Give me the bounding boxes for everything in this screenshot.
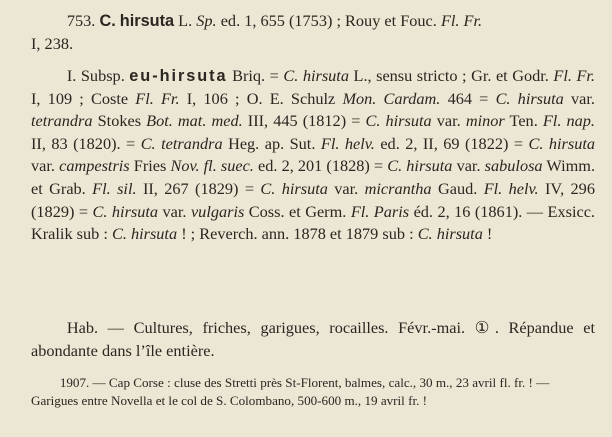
synonymy-italic: Fl. Paris	[350, 201, 410, 221]
species-name: hirsuta	[119, 12, 175, 30]
synonymy-italic: tetrandra	[31, 111, 93, 131]
synonymy-italic: C. hirsuta	[495, 88, 564, 108]
synonymy-text: var.	[436, 111, 461, 131]
synonymy-italic: Fl. Fr.	[553, 66, 595, 85]
synonymy-italic: minor	[465, 111, 505, 131]
synonymy-text: II, 83 (1820). =	[31, 133, 136, 153]
synonymy-text: ed. 2, II, 69 (1822) =	[380, 133, 524, 153]
synonymy-italic: Fl. Fr.	[135, 88, 180, 108]
synonymy-italic: C. hirsuta	[365, 111, 432, 131]
synonymy-italic: vulgaris	[190, 201, 245, 221]
synonymy-italic: Mon. Cardam.	[342, 88, 441, 108]
synonymy-text: II, 267 (1829) =	[142, 178, 255, 198]
synonymy-text: var.	[31, 156, 55, 176]
synonymy-text: Ten.	[509, 111, 538, 131]
synonymy-italic: Fl. sil.	[92, 178, 137, 198]
synonymy-text: 464 =	[447, 88, 489, 108]
synonymy-text: var.	[334, 178, 359, 198]
synonymy-italic: C. hirsuta	[387, 156, 453, 176]
synonymy-italic: C. tetrandra	[140, 133, 223, 153]
synonymy-text: Fries	[133, 156, 167, 176]
synonymy-italic: C. hirsuta	[92, 201, 159, 221]
synonymy-italic: C. hirsuta	[260, 178, 328, 198]
flora-ref: Fl. Fr.	[440, 11, 483, 30]
synonymy-italic: Fl. nap.	[542, 111, 595, 131]
synonymy-italic: micrantha	[364, 178, 432, 198]
synonymy-italic: Nov. fl. suec.	[170, 156, 254, 176]
entry-number: 753.	[66, 11, 96, 30]
subspecies-paragraph	[31, 65, 595, 246]
synonymy-italic: Fl. helv.	[320, 133, 375, 153]
localities-paragraph: 1907. — Cap Corse : cluse des Stretti près St-Florent, balmes, calc., 30 m., 23 avril fl. fr. ! — Garigues entre Novella et le col de S. Colombano, 500-600 m., 19 avril fr. !	[31, 375, 550, 409]
synonymy-text: I, 109 ; Coste	[31, 88, 129, 108]
synonymy-text: var.	[456, 156, 481, 176]
synonymy-text: L., sensu stricto ; Gr. et Godr.	[353, 66, 549, 85]
synonymy-text: Stokes	[97, 111, 142, 131]
synonymy-italic: Bot. mat. med.	[146, 111, 243, 131]
synonymy-italic: C. hirsuta	[111, 224, 178, 244]
synonymy-text: ! ; Reverch. ann. 1878 et 1879 sub :	[181, 224, 414, 244]
synonymy-italic: sabulosa	[484, 156, 543, 176]
sp-abbr: Sp.	[196, 11, 217, 30]
genus-abbr: C.	[99, 12, 116, 30]
subsp-number: I. Subsp.	[66, 66, 125, 85]
synonymy-text: I, 106 ; O. E. Schulz	[186, 88, 336, 108]
synonymy-italic: Fl. helv.	[483, 178, 539, 198]
synonymy-text: !	[486, 224, 493, 244]
synonymy-text: IV, 296 (1829) =	[31, 178, 595, 221]
synonymy-text: var.	[571, 88, 595, 108]
synonymy-text: ed. 2, 201 (1828) =	[258, 156, 384, 176]
synonymy-text: III, 445 (1812) =	[247, 111, 361, 131]
synonymy-text: var.	[162, 201, 187, 221]
synonymy-text: Briq. =	[232, 66, 279, 85]
synonymy-text: éd. 2, 16 (1861). — Exsicc. Kralik sub :	[31, 201, 595, 244]
subsp-name: eu-hirsuta	[129, 67, 228, 85]
synonymy-text: Coss. et Germ.	[248, 201, 347, 221]
edition-ref: ed. 1, 655 (1753) ; Rouy et Fouc.	[220, 11, 437, 30]
synonymy-italic: C. hirsuta	[417, 224, 483, 244]
habitat-paragraph: Hab. — Cultures, friches, garigues, rocailles. Févr.-mai. ①. Répandue et abondante dans l’île entière.	[31, 318, 595, 360]
synonymy-italic: campestris	[59, 156, 130, 176]
header-line2: I, 238.	[31, 33, 74, 53]
synonymy-text: Gaud.	[437, 178, 478, 198]
synonymy-text: Heg. ap. Sut.	[228, 133, 316, 153]
synonymy-italic: C. hirsuta	[528, 133, 596, 153]
synonymy-text: Wimm. et Grab.	[31, 156, 596, 198]
synonymy-italic: C. hirsuta	[283, 66, 349, 85]
authority: L.	[178, 11, 193, 30]
species-header	[31, 10, 595, 55]
